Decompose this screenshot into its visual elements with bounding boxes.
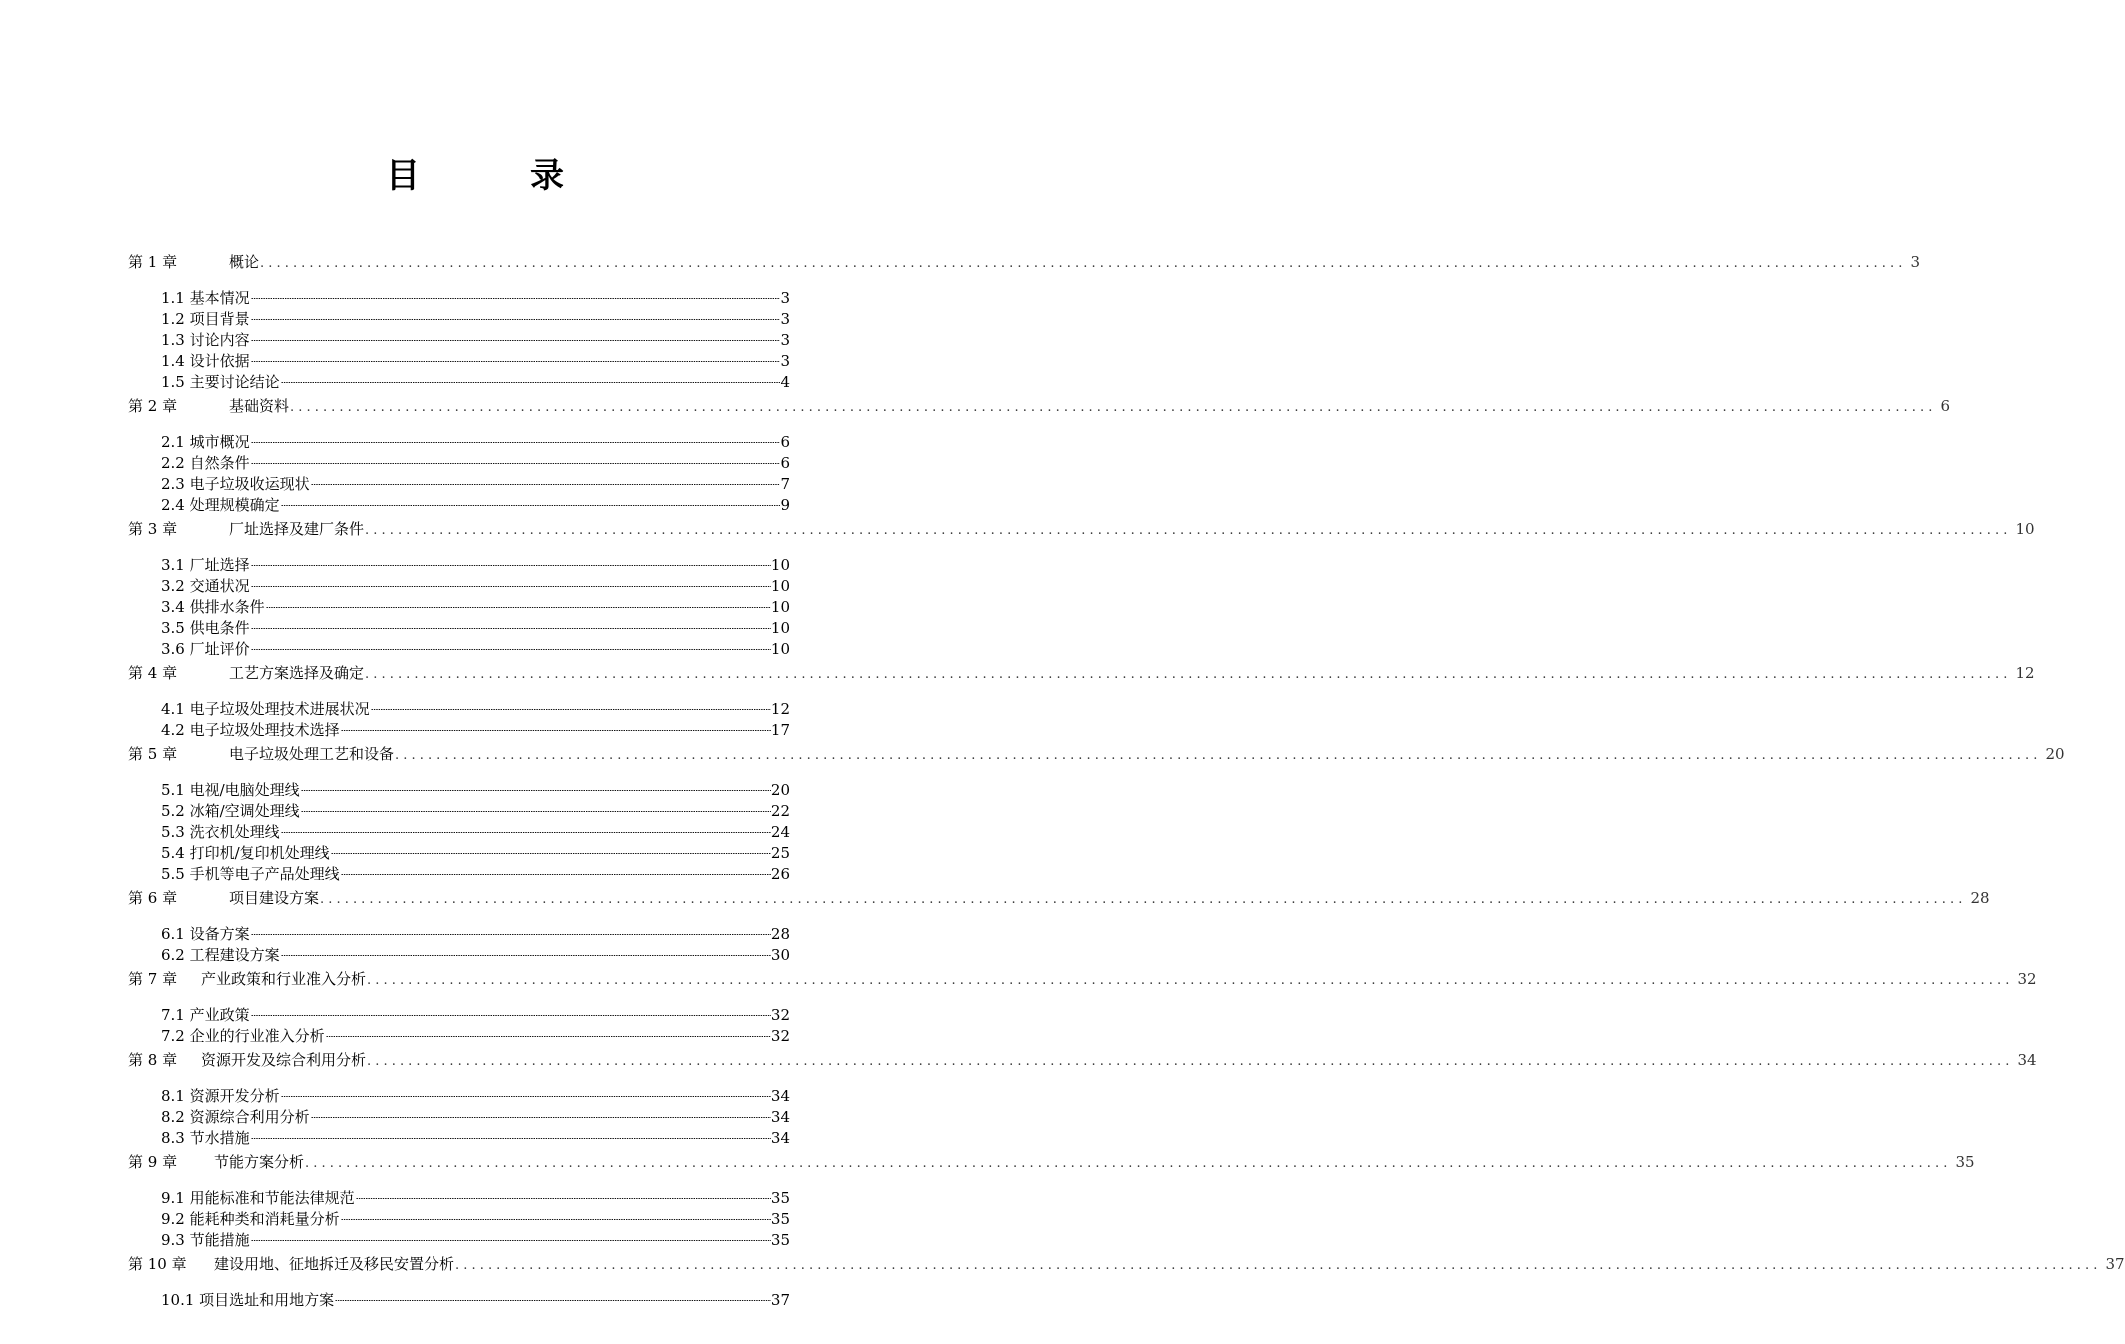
section-title: 1.2 项目背景	[161, 310, 250, 328]
dot-leader	[281, 366, 781, 387]
dot-leader: ........................................................................................................................................................................................................	[395, 748, 2042, 763]
section-title: 9.2 能耗种类和消耗量分析	[161, 1210, 340, 1228]
section-page-number: 3	[780, 352, 790, 370]
toc-section-entry[interactable]	[128, 918, 790, 943]
chapter-number: 第 8 章	[128, 1051, 178, 1069]
chapter-title: 基础资料	[229, 397, 290, 415]
chapter-number: 第 5 章	[128, 745, 178, 763]
chapter-page-number: 34	[2017, 1051, 2037, 1069]
chapter-title: 工艺方案选择及确定	[229, 664, 365, 682]
dot-leader	[266, 591, 771, 612]
section-page-number: 34	[770, 1108, 790, 1126]
section-title: 5.2 冰箱/空调处理线	[161, 802, 300, 820]
toc-chapter-entry[interactable]	[128, 252, 1921, 273]
section-title: 7.2 企业的行业准入分析	[161, 1027, 325, 1045]
section-page-number: 6	[780, 433, 790, 451]
section-page-number: 24	[770, 823, 790, 841]
toc-chapter-entry[interactable]	[128, 1152, 1975, 1173]
chapter-page-number: 10	[2015, 520, 2035, 538]
section-page-number: 37	[770, 1291, 790, 1309]
section-title: 4.2 电子垃圾处理技术选择	[161, 721, 340, 739]
section-title: 4.1 电子垃圾处理技术进展状况	[161, 700, 370, 718]
section-page-number: 34	[770, 1129, 790, 1147]
toc-section-entry[interactable]	[128, 774, 790, 799]
chapter-page-number: 20	[2045, 745, 2065, 763]
section-page-number: 10	[770, 598, 790, 616]
section-page-number: 20	[770, 781, 790, 799]
section-title: 8.2 资源综合利用分析	[161, 1108, 310, 1126]
chapter-title: 概论	[229, 253, 260, 271]
chapter-title: 产业政策和行业准入分析	[201, 970, 367, 988]
section-page-number: 28	[770, 925, 790, 943]
chapter-title: 建设用地、征地拆迁及移民安置分析	[214, 1255, 455, 1273]
dot-leader: ........................................................................................................................................................................................................	[455, 1258, 2102, 1273]
chapter-number: 第 1 章	[128, 253, 178, 271]
chapter-page-number: 35	[1955, 1153, 1975, 1171]
section-title: 5.3 洗衣机处理线	[161, 823, 280, 841]
dot-leader: ........................................................................................................................................................................................................	[365, 523, 2012, 538]
section-page-number: 25	[770, 844, 790, 862]
chapter-number: 第 9 章	[128, 1153, 178, 1171]
section-page-number: 7	[780, 475, 790, 493]
section-page-number: 3	[780, 289, 790, 307]
section-page-number: 30	[770, 946, 790, 964]
dot-leader	[301, 795, 771, 816]
section-page-number: 17	[770, 721, 790, 739]
dot-leader	[251, 570, 771, 591]
toc-section-entry[interactable]	[128, 549, 790, 574]
section-title: 9.1 用能标准和节能法律规范	[161, 1189, 355, 1207]
chapter-page-number: 28	[1970, 889, 1990, 907]
section-title: 1.5 主要讨论结论	[161, 373, 280, 391]
chapter-page-number: 12	[2015, 664, 2035, 682]
dot-leader	[251, 426, 781, 447]
section-page-number: 4	[780, 373, 790, 391]
section-title: 2.1 城市概况	[161, 433, 250, 451]
chapter-page-number: 37	[2105, 1255, 2125, 1273]
chapter-number: 第 4 章	[128, 664, 178, 682]
section-title: 6.1 设备方案	[161, 925, 250, 943]
dot-leader	[356, 1182, 771, 1203]
dot-leader: ........................................................................................................................................................................................................	[260, 256, 1907, 271]
dot-leader	[251, 303, 781, 324]
section-page-number: 10	[770, 619, 790, 637]
toc-section-entry[interactable]	[128, 693, 790, 718]
dot-leader	[341, 714, 771, 735]
section-page-number: 34	[770, 1087, 790, 1105]
section-title: 3.5 供电条件	[161, 619, 250, 637]
chapter-page-number: 32	[2017, 970, 2037, 988]
toc-section-entry[interactable]	[128, 1284, 790, 1309]
toc-section-entry[interactable]	[128, 282, 790, 307]
dot-leader: ........................................................................................................................................................................................................	[367, 973, 2014, 988]
dot-leader	[251, 1224, 771, 1245]
dot-leader	[251, 549, 771, 570]
dot-leader	[251, 282, 781, 303]
chapter-title: 厂址选择及建厂条件	[229, 520, 365, 538]
toc-chapter-entry[interactable]	[128, 519, 2035, 540]
section-title: 5.5 手机等电子产品处理线	[161, 865, 340, 883]
chapter-title: 项目建设方案	[229, 889, 320, 907]
dot-leader	[331, 837, 771, 858]
section-title: 8.1 资源开发分析	[161, 1087, 280, 1105]
section-title: 3.6 厂址评价	[161, 640, 250, 658]
section-title: 2.4 处理规模确定	[161, 496, 280, 514]
table-of-contents	[128, 252, 2125, 1309]
chapter-number: 第 3 章	[128, 520, 178, 538]
dot-leader: ........................................................................................................................................................................................................	[365, 667, 2012, 682]
section-page-number: 6	[780, 454, 790, 472]
section-page-number: 12	[770, 700, 790, 718]
dot-leader	[281, 816, 771, 837]
section-page-number: 26	[770, 865, 790, 883]
dot-leader	[281, 489, 781, 510]
section-title: 5.4 打印机/复印机处理线	[161, 844, 330, 862]
dot-leader	[251, 633, 771, 654]
chapter-page-number: 3	[1910, 253, 1921, 271]
dot-leader: ........................................................................................................................................................................................................	[320, 892, 1967, 907]
toc-chapter-entry[interactable]	[128, 888, 1990, 909]
section-title: 6.2 工程建设方案	[161, 946, 280, 964]
dot-leader	[281, 939, 771, 960]
toc-chapter-entry[interactable]	[128, 396, 1951, 417]
section-page-number: 35	[770, 1189, 790, 1207]
section-title: 9.3 节能措施	[161, 1231, 250, 1249]
dot-leader	[251, 999, 771, 1020]
toc-chapter-entry[interactable]	[128, 1254, 2125, 1275]
section-title: 7.1 产业政策	[161, 1006, 250, 1024]
toc-chapter-entry[interactable]	[128, 1050, 2037, 1071]
section-page-number: 22	[770, 802, 790, 820]
chapter-number: 第 10 章	[128, 1255, 187, 1273]
section-title: 8.3 节水措施	[161, 1129, 250, 1147]
toc-section-entry[interactable]	[128, 426, 790, 451]
section-title: 10.1 项目选址和用地方案	[161, 1291, 335, 1309]
chapter-title: 资源开发及综合利用分析	[201, 1051, 367, 1069]
toc-section-entry[interactable]	[128, 1182, 790, 1207]
section-title: 1.3 讨论内容	[161, 331, 250, 349]
section-page-number: 10	[770, 640, 790, 658]
dot-leader	[341, 858, 771, 879]
section-page-number: 10	[770, 556, 790, 574]
section-title: 1.4 设计依据	[161, 352, 250, 370]
toc-chapter-entry[interactable]	[128, 969, 2037, 990]
section-title: 3.2 交通状况	[161, 577, 250, 595]
section-page-number: 35	[770, 1210, 790, 1228]
toc-chapter-entry[interactable]	[128, 663, 2035, 684]
section-title: 2.2 自然条件	[161, 454, 250, 472]
dot-leader	[326, 1020, 771, 1041]
chapter-title: 节能方案分析	[214, 1153, 305, 1171]
toc-section-entry[interactable]	[128, 999, 790, 1024]
dot-leader	[251, 345, 781, 366]
section-page-number: 10	[770, 577, 790, 595]
section-title: 3.4 供排水条件	[161, 598, 265, 616]
dot-leader	[251, 447, 781, 468]
dot-leader: ........................................................................................................................................................................................................	[305, 1156, 1952, 1171]
page-title: 目 录	[386, 156, 602, 196]
dot-leader	[341, 1203, 771, 1224]
section-title: 5.1 电视/电脑处理线	[161, 781, 300, 799]
chapter-number: 第 7 章	[128, 970, 178, 988]
dot-leader: ........................................................................................................................................................................................................	[367, 1054, 2014, 1069]
section-page-number: 3	[780, 331, 790, 349]
toc-section-entry[interactable]	[128, 1080, 790, 1105]
dot-leader	[251, 324, 781, 345]
chapter-number: 第 6 章	[128, 889, 178, 907]
dot-leader	[251, 612, 771, 633]
dot-leader	[301, 774, 771, 795]
section-page-number: 9	[780, 496, 790, 514]
chapter-page-number: 6	[1940, 397, 1951, 415]
section-title: 3.1 厂址选择	[161, 556, 250, 574]
chapter-number: 第 2 章	[128, 397, 178, 415]
dot-leader	[371, 693, 771, 714]
chapter-title: 电子垃圾处理工艺和设备	[229, 745, 395, 763]
section-title: 1.1 基本情况	[161, 289, 250, 307]
section-page-number: 32	[770, 1006, 790, 1024]
dot-leader	[281, 1080, 771, 1101]
dot-leader: ........................................................................................................................................................................................................	[290, 400, 1937, 415]
toc-chapter-entry[interactable]	[128, 744, 2065, 765]
section-title: 2.3 电子垃圾收运现状	[161, 475, 310, 493]
section-page-number: 3	[780, 310, 790, 328]
dot-leader	[311, 468, 781, 489]
dot-leader	[335, 1284, 771, 1305]
dot-leader	[251, 1122, 771, 1143]
dot-leader	[311, 1101, 771, 1122]
section-page-number: 32	[770, 1027, 790, 1045]
dot-leader	[251, 918, 771, 939]
section-page-number: 35	[770, 1231, 790, 1249]
